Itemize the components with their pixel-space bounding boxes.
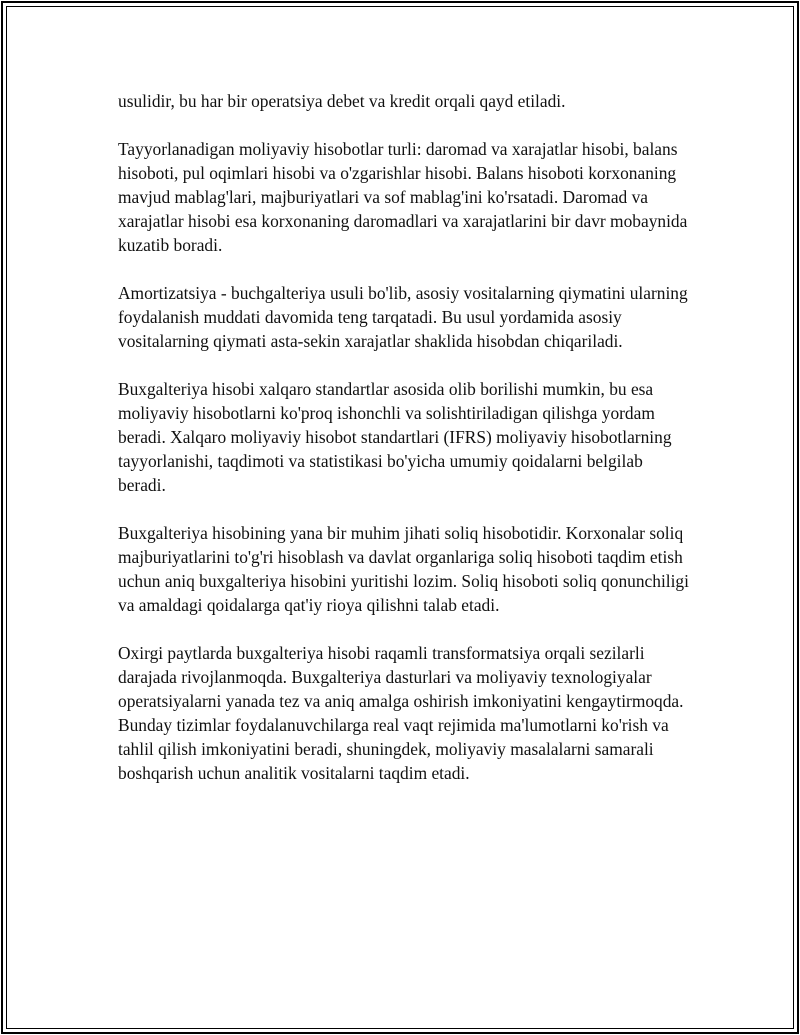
paragraph-3: Amortizatsiya - buchgalteriya usuli bo'lib, asosiy vositalarning qiymatini ularning foydalanish muddati davomida teng tarqatadi. Bu usul yordamida asosiy vositalarning qiymati asta-sekin xarajatlar shaklida hisobdan chiqariladi. [118,283,688,351]
paragraph-6: Oxirgi paytlarda buxgalteriya hisobi raqamli transformatsiya orqali sezilarli darajada rivojlanmoqda. Buxgalteriya dasturlari va moliyaviy texnologiyalar operatsiyalarni yanada tez va aniq amalga oshirish imkoniyatini kengaytirmoqda. Bunday tizimlar foydalanuvchilarga real vaqt rejimida ma'lumotlarni ko'rish va tahlil qilish imkoniyatini beradi, shuningdek, moliyaviy masalalarni samarali boshqarish uchun analitik vositalarni taqdim etadi. [118,643,684,783]
paragraph-2: Tayyorlanadigan moliyaviy hisobotlar turli: daromad va xarajatlar hisobi, balans hisoboti, pul oqimlari hisobi va o'zgarishlar hisobi. Balans hisoboti korxonaning mavjud mablag'lari, majburiyatlari va sof mablag'ini ko'rsatadi. Daromad va xarajatlar hisobi esa korxonaning daromadlari va xarajatlarini bir davr mobaynida kuzatib boradi. [118,139,688,255]
paragraph-1: usulidir, bu har bir operatsiya debet va kredit orqali qayd etiladi. [118,91,566,111]
paragraph-5: Buxgalteriya hisobining yana bir muhim jihati soliq hisobotidir. Korxonalar soliq majburiyatlarini to'g'ri hisoblash va davlat organlariga soliq hisoboti taqdim etish uchun aniq buxgalteriya hisobini yuritishi lozim. Soliq hisoboti soliq qonunchiligi va amaldagi qoidalarga qat'iy rioya qilishni talab etadi. [118,523,689,615]
document-body [118,89,690,809]
paragraph-4: Buxgalteriya hisobi xalqaro standartlar asosida olib borilishi mumkin, bu esa moliyaviy hisobotlarni ko'proq ishonchli va solishtiriladigan qilishga yordam beradi. Xalqaro moliyaviy hisobot standartlari (IFRS) moliyaviy hisobotlarning tayyorlanishi, taqdimoti va statistikasi bo'yicha umumiy qoidalarni belgilab beradi. [118,379,672,495]
